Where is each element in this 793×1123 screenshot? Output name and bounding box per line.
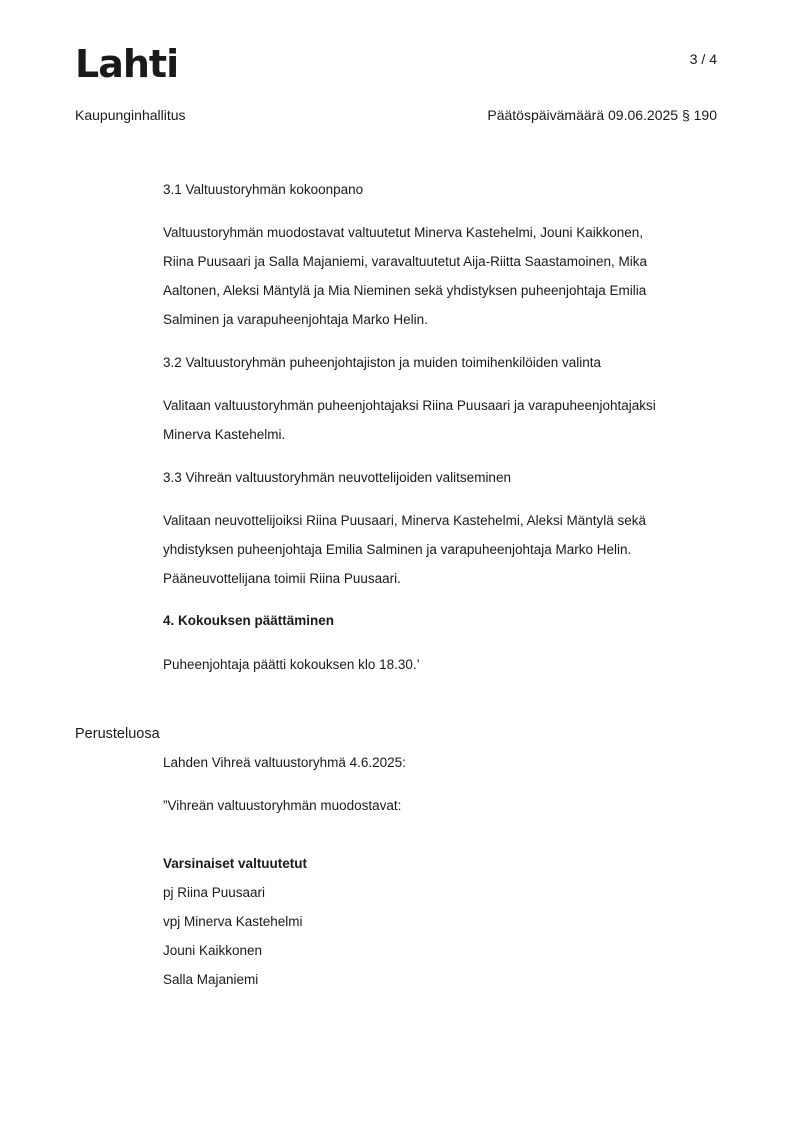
member-item: pj Riina Puusaari	[163, 885, 266, 900]
section-3-1-heading: 3.1 Valtuustoryhmän kokoonpano	[163, 182, 364, 197]
section-3-2-heading: 3.2 Valtuustoryhmän puheenjohtajiston ja muiden toimihenkilöiden valinta	[163, 355, 602, 370]
paragraph-line: Aaltonen, Aleksi Mäntylä ja Mia Nieminen sekä yhdistyksen puheenjohtaja Emilia	[163, 283, 647, 298]
paragraph-line: Valitaan neuvottelijoiksi Riina Puusaari, Minerva Kastehelmi, Aleksi Mäntylä sekä	[163, 513, 646, 528]
organ-name: Kaupunginhallitus	[75, 107, 186, 123]
paragraph-line: Salminen ja varapuheenjohtaja Marko Helin.	[163, 312, 428, 327]
section-3-3-text	[163, 506, 723, 593]
section-4-text: Puheenjohtaja päätti kokouksen klo 18.30.’	[163, 657, 420, 672]
member-item: vpj Minerva Kastehelmi	[163, 914, 303, 929]
section-3-1-text	[163, 218, 723, 334]
section-3-3-heading: 3.3 Vihreän valtuustoryhmän neuvottelijoiden valitseminen	[163, 470, 511, 485]
paragraph-line: Valtuustoryhmän muodostavat valtuutetut Minerva Kastehelmi, Jouni Kaikkonen,	[163, 225, 644, 240]
paragraph-line: Valitaan valtuustoryhmän puheenjohtajaksi Riina Puusaari ja varapuheenjohtajaksi	[163, 398, 656, 413]
paragraph-line: yhdistyksen puheenjohtaja Emilia Salminen ja varapuheenjohtaja Marko Helin.	[163, 542, 632, 557]
section-4-heading: 4. Kokouksen päättäminen	[163, 613, 335, 628]
perusteluosa-heading: Perusteluosa	[75, 726, 160, 742]
paragraph-line: Riina Puusaari ja Salla Majaniemi, varavaltuutetut Aija-Riitta Saastamoinen, Mika	[163, 254, 647, 269]
perusteluosa-quote: ”Vihreän valtuustoryhmän muodostavat:	[163, 798, 402, 813]
section-3-2-text	[163, 391, 723, 449]
member-item: Salla Majaniemi	[163, 972, 259, 987]
perusteluosa-intro: Lahden Vihreä valtuustoryhmä 4.6.2025:	[163, 755, 406, 770]
members-list	[163, 878, 723, 994]
member-item: Jouni Kaikkonen	[163, 943, 263, 958]
lahti-logo: Lahti	[75, 42, 179, 86]
decision-reference: Päätöspäivämäärä 09.06.2025 § 190	[487, 107, 717, 123]
page-number: 3 / 4	[689, 51, 717, 67]
members-heading: Varsinaiset valtuutetut	[163, 856, 308, 871]
paragraph-line: Minerva Kastehelmi.	[163, 427, 286, 442]
paragraph-line: Pääneuvottelijana toimii Riina Puusaari.	[163, 571, 401, 586]
